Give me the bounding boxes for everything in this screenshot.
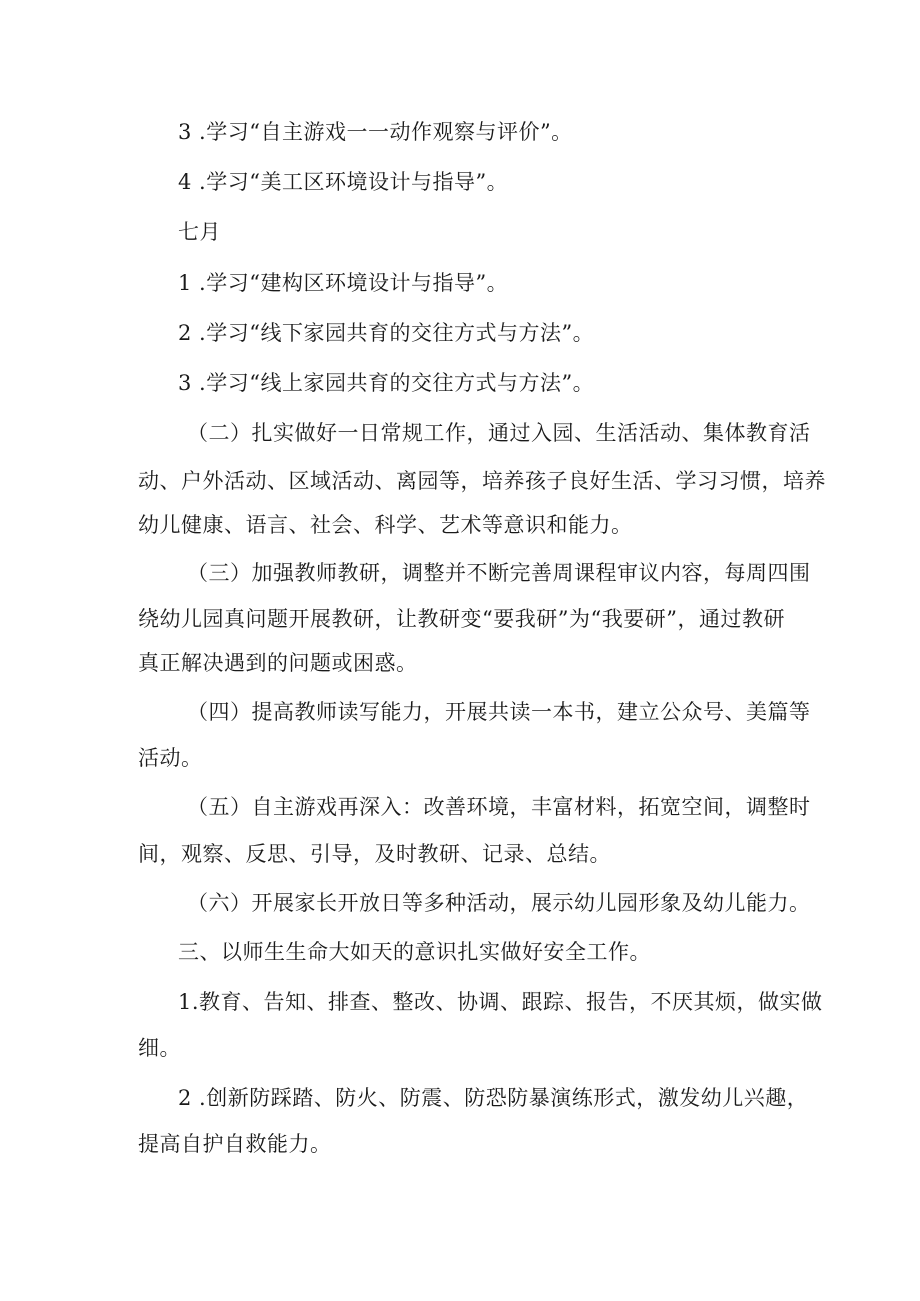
safety-item-1-line-2: 细。 (138, 1036, 181, 1060)
paragraph-2-line-2: 动、户外活动、区域活动、离园等，培养孩子良好生活、学习习惯，培养 (138, 469, 826, 493)
safety-item-2-line-2: 提高自护自救能力。 (138, 1132, 332, 1156)
month-heading-july: 七月 (178, 220, 221, 244)
paragraph-3-line-3: 真正解决遇到的问题或困惑。 (138, 651, 418, 675)
paragraph-3-line-1: （三）加强教师教研，调整并不断完善周课程审议内容，每周四围 (187, 561, 811, 585)
paragraph-4-line-1: （四）提高教师读写能力，开展共读一本书，建立公众号、美篇等 (187, 700, 811, 724)
section-heading-safety: 三、以师生生命大如天的意识扎实做好安全工作。 (178, 940, 651, 964)
paragraph-2-line-1: （二）扎实做好一日常规工作，通过入园、生活活动、集体教育活 (187, 421, 811, 445)
safety-item-1-line-1: 1.教育、告知、排查、整改、协调、跟踪、报告，不厌其烦，做实做 (178, 990, 823, 1014)
paragraph-2-line-3: 幼儿健康、语言、社会、科学、艺术等意识和能力。 (138, 513, 633, 537)
paragraph-5-line-2: 间，观察、反思、引导，及时教研、记录、总结。 (138, 842, 611, 866)
list-item-study-free-play: 3 .学习“自主游戏一一动作观察与评价”。 (178, 120, 573, 144)
paragraph-4-line-2: 活动。 (138, 746, 203, 770)
paragraph-5-line-1: （五）自主游戏再深入：改善环境，丰富材料，拓宽空间，调整时 (187, 795, 811, 819)
paragraph-6-line-1: （六）开展家长开放日等多种活动，展示幼儿园形象及幼儿能力。 (187, 891, 811, 915)
list-item-study-art-area: 4 .学习“美工区环境设计与指导”。 (178, 170, 509, 194)
list-item-study-construction: 1 .学习“建构区环境设计与指导”。 (178, 271, 509, 295)
safety-item-2-line-1: 2 .创新防踩踏、防火、防震、防恐防暴演练形式，激发幼儿兴趣， (178, 1086, 809, 1110)
paragraph-3-line-2: 绕幼儿园真问题开展教研，让教研变“要我研”为“我要研”，通过教研 (138, 607, 785, 631)
list-item-study-online-coop: 3 .学习“线上家园共育的交往方式与方法”。 (178, 371, 595, 395)
list-item-study-offline-coop: 2 .学习“线下家园共育的交往方式与方法”。 (178, 321, 595, 345)
